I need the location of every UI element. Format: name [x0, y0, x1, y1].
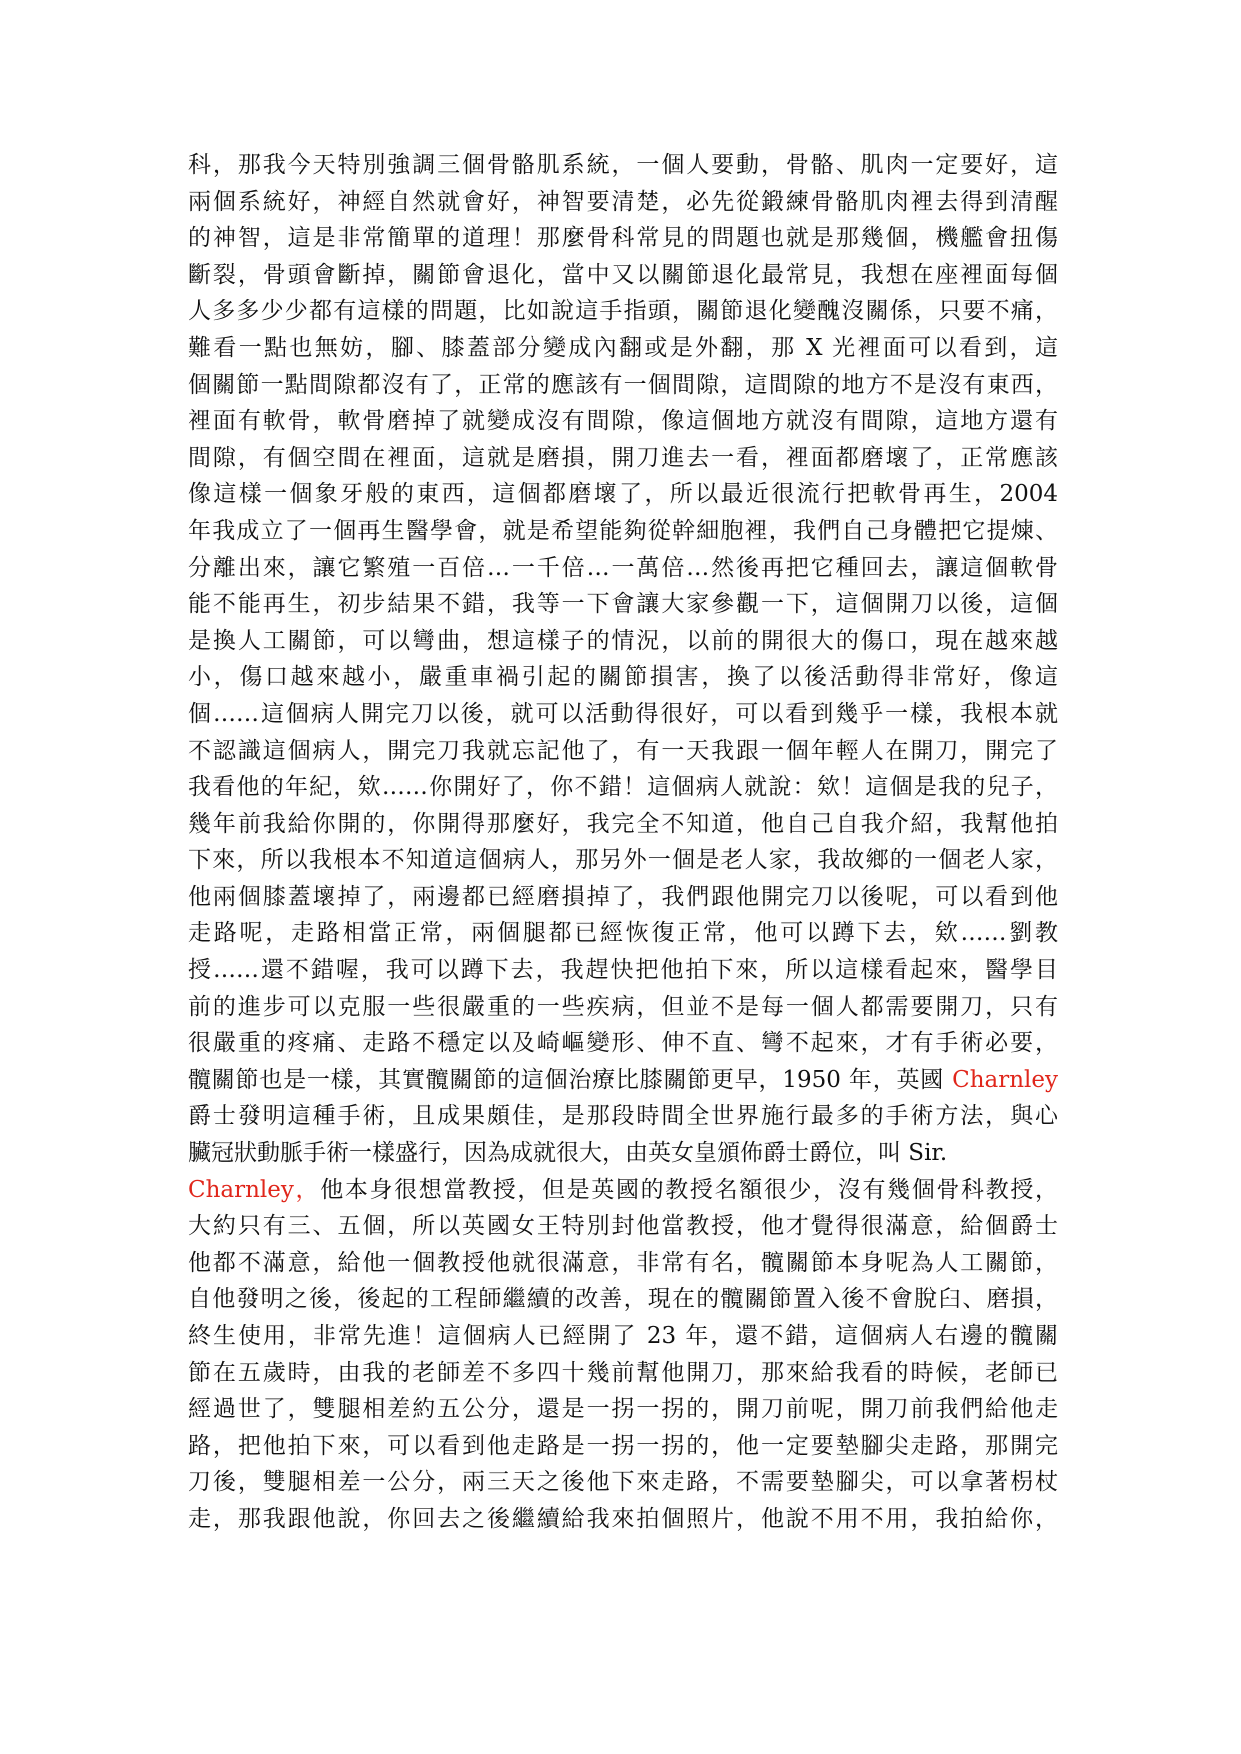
text-line: 節在五歲時，由我的老師差不多四十幾前幫他開刀，那來給我看的時候，老師已 [188, 1359, 1058, 1386]
text-line: 自他發明之後，後起的工程師繼續的改善，現在的髖關節置入後不會脫臼、磨損， [188, 1286, 1058, 1313]
text-line: 下來，所以我根本不知道這個病人，那另外一個是老人家，我故鄉的一個老人家， [188, 847, 1058, 874]
text-line: 刀後，雙腿相差一公分，兩三天之後他下來走路，不需要墊腳尖，可以拿著枴杖 [188, 1469, 1058, 1496]
text-line: 間隙，有個空間在裡面，這就是磨損，開刀進去一看，裡面都磨壞了，正常應該 [188, 444, 1058, 471]
text-line: 臟冠狀動脈手術一樣盛行，因為成就很大，由英女皇頒佈爵士爵位，叫 Sir. [188, 1140, 948, 1167]
text-line: 小，傷口越來越小，嚴重車禍引起的關節損害，換了以後活動得非常好，像這 [188, 664, 1058, 691]
text-line: 個關節一點間隙都沒有了，正常的應該有一個間隙，這間隙的地方不是沒有東西， [188, 371, 1058, 398]
text-segment: 髖關節也是一樣，其實髖關節的這個治療比膝關節更早，1950 年，英國 [188, 1066, 953, 1093]
text-line: 年我成立了一個再生醫學會，就是希望能夠從幹細胞裡，我們自己身體把它提煉、 [188, 517, 1058, 544]
text-line: 是換人工關節，可以彎曲，想這樣子的情況，以前的開很大的傷口，現在越來越 [188, 627, 1058, 654]
text-line: 分離出來，讓它繁殖一百倍…一千倍…一萬倍…然後再把它種回去，讓這個軟骨 [188, 554, 1058, 581]
text-line [188, 1062, 1058, 1099]
highlighted-name: Charnley， [188, 1176, 321, 1203]
text-line: 我看他的年紀，欸……你開好了，你不錯！這個病人就說：欸！這個是我的兒子， [188, 774, 1058, 801]
text-line: 的神智，這是非常簡單的道理！那麼骨科常見的問題也就是那幾個，機艦會扭傷 [188, 225, 1058, 252]
text-line: 不認識這個病人，開完刀我就忘記他了，有一天我跟一個年輕人在開刀，開完了 [188, 737, 1058, 764]
highlighted-name: Charnley [952, 1066, 1058, 1093]
text-line: 科，那我今天特別強調三個骨骼肌系統，一個人要動，骨骼、肌肉一定要好，這 [188, 152, 1058, 178]
text-line: 授……還不錯喔，我可以蹲下去，我趕快把他拍下來，所以這樣看起來，醫學目 [188, 957, 1058, 984]
text-line: 像這樣一個象牙般的東西，這個都磨壞了，所以最近很流行把軟骨再生，2004 [188, 481, 1058, 508]
text-line: 經過世了，雙腿相差約五公分，還是一拐一拐的，開刀前呢，開刀前我們給他走 [188, 1396, 1058, 1423]
text-line: 裡面有軟骨，軟骨磨掉了就變成沒有間隙，像這個地方就沒有間隙，這地方還有 [188, 408, 1058, 435]
text-line: 幾年前我給你開的，你開得那麼好，我完全不知道，他自己自我介紹，我幫他拍 [188, 810, 1058, 837]
text-line: 大約只有三、五個，所以英國女王特別封他當教授，他才覺得很滿意，給個爵士 [188, 1213, 1058, 1240]
text-line: 他兩個膝蓋壞掉了，兩邊都已經磨損掉了，我們跟他開完刀以後呢，可以看到他 [188, 883, 1058, 910]
text-line: 能不能再生，初步結果不錯，我等一下會讓大家參觀一下，這個開刀以後，這個 [188, 591, 1058, 618]
text-line: 終生使用，非常先進！這個病人已經開了 23 年，還不錯，這個病人右邊的髖關 [188, 1323, 1058, 1349]
text-line: 走，那我跟他說，你回去之後繼續給我來拍個照片，他說不用不用，我拍給你， [188, 1505, 1058, 1532]
text-line: 他都不滿意，給他一個教授他就很滿意，非常有名，髖關節本身呢為人工關節， [188, 1249, 1058, 1276]
text-line: 個……這個病人開完刀以後，就可以活動得很好，可以看到幾乎一樣，我根本就 [188, 700, 1058, 727]
body-text [188, 147, 1058, 1538]
text-line: 難看一點也無妨，腳、膝蓋部分變成內翻或是外翻，那 X 光裡面可以看到，這 [188, 334, 1058, 361]
text-line: 走路呢，走路相當正常，兩個腿都已經恢復正常，他可以蹲下去，欸……劉教 [188, 920, 1058, 947]
text-line: 很嚴重的疼痛、走路不穩定以及崎嶇變形、伸不直、彎不起來，才有手術必要， [188, 1030, 1058, 1057]
text-line: 斷裂，骨頭會斷掉，關節會退化，當中又以關節退化最常見，我想在座裡面每個 [188, 261, 1058, 288]
text-line: 兩個系統好，神經自然就會好，神智要清楚，必先從鍛練骨骼肌肉裡去得到清醒 [188, 188, 1058, 215]
text-segment: 他本身很想當教授，但是英國的教授名額很少，沒有幾個骨科教授， [320, 1176, 1059, 1203]
text-line: 爵士發明這種手術，且成果頗佳，是那段時間全世界施行最多的手術方法，與心 [188, 1103, 1058, 1130]
text-line: 人多多少少都有這樣的問題，比如說這手指頭，關節退化變醜沒關係，只要不痛， [188, 298, 1058, 325]
text-line: 前的進步可以克服一些很嚴重的一些疾病，但並不是每一個人都需要開刀，只有 [188, 993, 1058, 1020]
text-line: 路，把他拍下來，可以看到他走路是一拐一拐的，他一定要墊腳尖走路，那開完 [188, 1432, 1058, 1459]
text-line [188, 1172, 1058, 1209]
